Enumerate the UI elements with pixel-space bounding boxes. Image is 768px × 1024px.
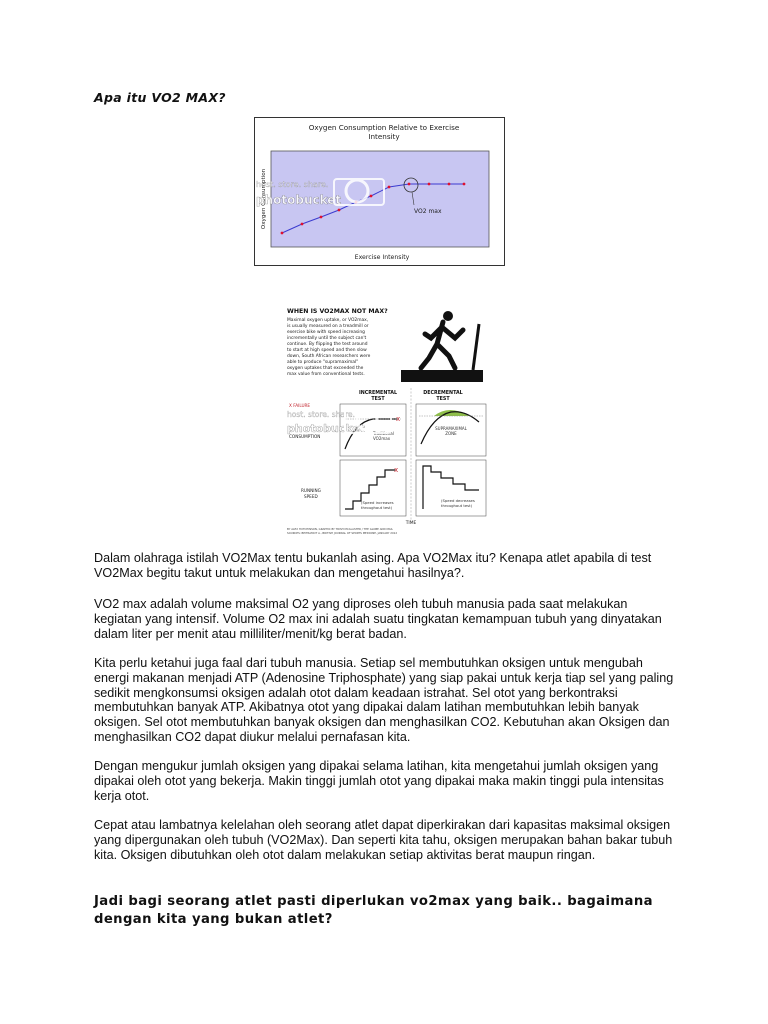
infographic-heading: WHEN IS VO2MAX NOT MAX? bbox=[287, 308, 388, 315]
consumption-row-label: CONSUMPTION bbox=[289, 434, 321, 439]
svg-text:to start at high speed and the: to start at high speed and then slow bbox=[287, 348, 367, 353]
page-title: Apa itu VO2 MAX? bbox=[94, 90, 226, 105]
svg-text:incrementally until the subjec: incrementally until the subject can't bbox=[287, 336, 367, 341]
paragraph-physiology: Kita perlu ketahui juga faal dari tubuh manusia. Setiap sel membutuhkan oksigen untuk mengubah energi makanan menjadi ATP (Adenosine Triphosphate) yang siap pakai untuk kerja tiap sel yang paling sedikit mengkonsumsi oksigen adalah otot dalam keadaan istrahat. Sel otot yang berkontraksi membutuhkan banyak ATP. Akibatnya otot yang dipakai dalam latihan membutuhkan lebih banyak oksigen. Sel otot membutuhkan banyak oksigen dan menghasilkan CO2. Kebutuhan akan Oksigen dan menghasilkan CO2 dapat diukur melalui pernafasan kita. bbox=[94, 656, 674, 744]
svg-text:max value from conventional te: max value from conventional tests. bbox=[287, 372, 365, 377]
runner-head bbox=[443, 311, 453, 321]
vo2max-annotation: VO2 max bbox=[414, 208, 442, 215]
data-point bbox=[370, 195, 373, 198]
paragraph-intro: Dalam olahraga istilah VO2Max tentu bukanlah asing. Apa VO2Max itu? Kenapa atlet apabila di test VO2Max begitu takut untuk melakukan dan mengetahui hasilnya?. bbox=[94, 551, 652, 580]
incremental-speed-note-2: throughout test) bbox=[361, 505, 393, 510]
decremental-speed-note-1: (Speed decreases bbox=[441, 498, 475, 503]
time-axis-label: TIME bbox=[405, 521, 417, 526]
vo2max-not-max-infographic bbox=[283, 304, 493, 536]
x-axis-label: Exercise Intensity bbox=[354, 254, 410, 261]
svg-text:able to produce "supramaximal": able to produce "supramaximal" bbox=[287, 360, 359, 365]
data-point bbox=[408, 183, 411, 186]
figure-title-line2: Intensity bbox=[368, 132, 400, 141]
svg-text:Maximal oxygen uptake, or VO2m: Maximal oxygen uptake, or VO2max, bbox=[287, 318, 369, 323]
incremental-header-1: INCREMENTAL bbox=[358, 391, 398, 396]
decremental-header-2: TEST bbox=[436, 397, 450, 402]
decremental-speed-note-2: throughout test) bbox=[441, 503, 473, 508]
incremental-speed-note-1: (Speed increases bbox=[361, 500, 394, 505]
incremental-header-2: TEST bbox=[371, 397, 385, 402]
svg-text:host. store. share.: host. store. share. bbox=[287, 410, 355, 419]
data-point bbox=[320, 216, 323, 219]
figure-title-line1: Oxygen Consumption Relative to Exercise bbox=[308, 123, 460, 132]
svg-text:host. store. share.: host. store. share. bbox=[256, 180, 329, 189]
decremental-header-1: DECREMENTAL bbox=[423, 391, 463, 396]
svg-text:is usually measured on a tread: is usually measured on a treadmill or bbox=[287, 324, 369, 329]
y-axis-label: Oxygen Consumption bbox=[261, 168, 267, 230]
paragraph-measurement: Dengan mengukur jumlah oksigen yang dipakai selama latihan, kita mengetahui jumlah oksigen yang dipakai oleh otot yang bekerja. Makin tinggi jumlah otot yang dipakai maka makin tinggi pula intensitas kerja otot. bbox=[94, 759, 664, 803]
failure-legend: X FAILURE bbox=[289, 403, 311, 408]
traditional-label-1: Traditional bbox=[373, 431, 394, 436]
data-point bbox=[388, 186, 391, 189]
oxygen-consumption-figure bbox=[254, 117, 505, 266]
treadmill-base bbox=[401, 370, 483, 382]
speed-failure-marker: x bbox=[394, 466, 399, 474]
paragraph-definition: VO2 max adalah volume maksimal O2 yang diproses oleh tubuh manusia pada saat melakukan kegiatan yang intensif. Volume O2 max ini adalah suatu tingkatan kemampuan tubuh yang dinyatakan dalam liter per menit atau milliliter/menit/kg berat badan. bbox=[94, 597, 662, 641]
svg-text:continue. By flipping the test: continue. By flipping the test around bbox=[287, 342, 368, 347]
paragraph-fatigue: Cepat atau lambatnya kelelahan oleh seorang atlet dapat diperkirakan dari kapasitas maksimal oksigen yang dipergunakan oleh tubuh (VO2Max). Dan seperti kita tahu, oksigen merupakan bahan bakar tubuh kita. Oksigen dibutuhkan oleh otot dalam melakukan setiap aktivitas berat maupun ringan. bbox=[94, 818, 673, 862]
failure-marker: x bbox=[396, 415, 401, 423]
closing-statement: Jadi bagi seorang atlet pasti diperlukan vo2max yang baik.. bagaimana dengan kita yang bukan atlet? bbox=[94, 894, 653, 927]
svg-text:photobucket: photobucket bbox=[256, 193, 342, 207]
data-point bbox=[428, 183, 431, 186]
speed-row-label-1: RUNNING bbox=[301, 488, 321, 493]
credit-line-2: SOURCES: BEITRAMOT A., BRITISH JOURNAL OF SPORTS MEDICINE, JANUARY 2012 bbox=[287, 531, 398, 535]
supramaximal-label-2: ZONE bbox=[445, 431, 457, 436]
data-point bbox=[463, 183, 466, 186]
credit-line-1: BY ALEX HUTCHINSON, GRAPHIC BY TRISH MCALASTER / THE GLOBE AND MAIL bbox=[287, 527, 393, 531]
supramaximal-label-1: SUPRAMAXIMAL bbox=[435, 426, 467, 431]
svg-text:photobucket: photobucket bbox=[287, 422, 366, 435]
svg-text:oxygen uptakes that exceeded t: oxygen uptakes that exceeded the bbox=[287, 366, 364, 371]
speed-row-label-2: SPEED bbox=[304, 494, 318, 499]
data-point bbox=[338, 209, 341, 212]
traditional-label-2: VO2max bbox=[373, 436, 391, 441]
svg-text:down, South African researcher: down, South African researchers were bbox=[287, 354, 371, 359]
data-point bbox=[281, 232, 284, 235]
data-point bbox=[448, 183, 451, 186]
data-point bbox=[301, 223, 304, 226]
svg-text:exercise bike with speed incre: exercise bike with speed increasing bbox=[287, 330, 365, 335]
